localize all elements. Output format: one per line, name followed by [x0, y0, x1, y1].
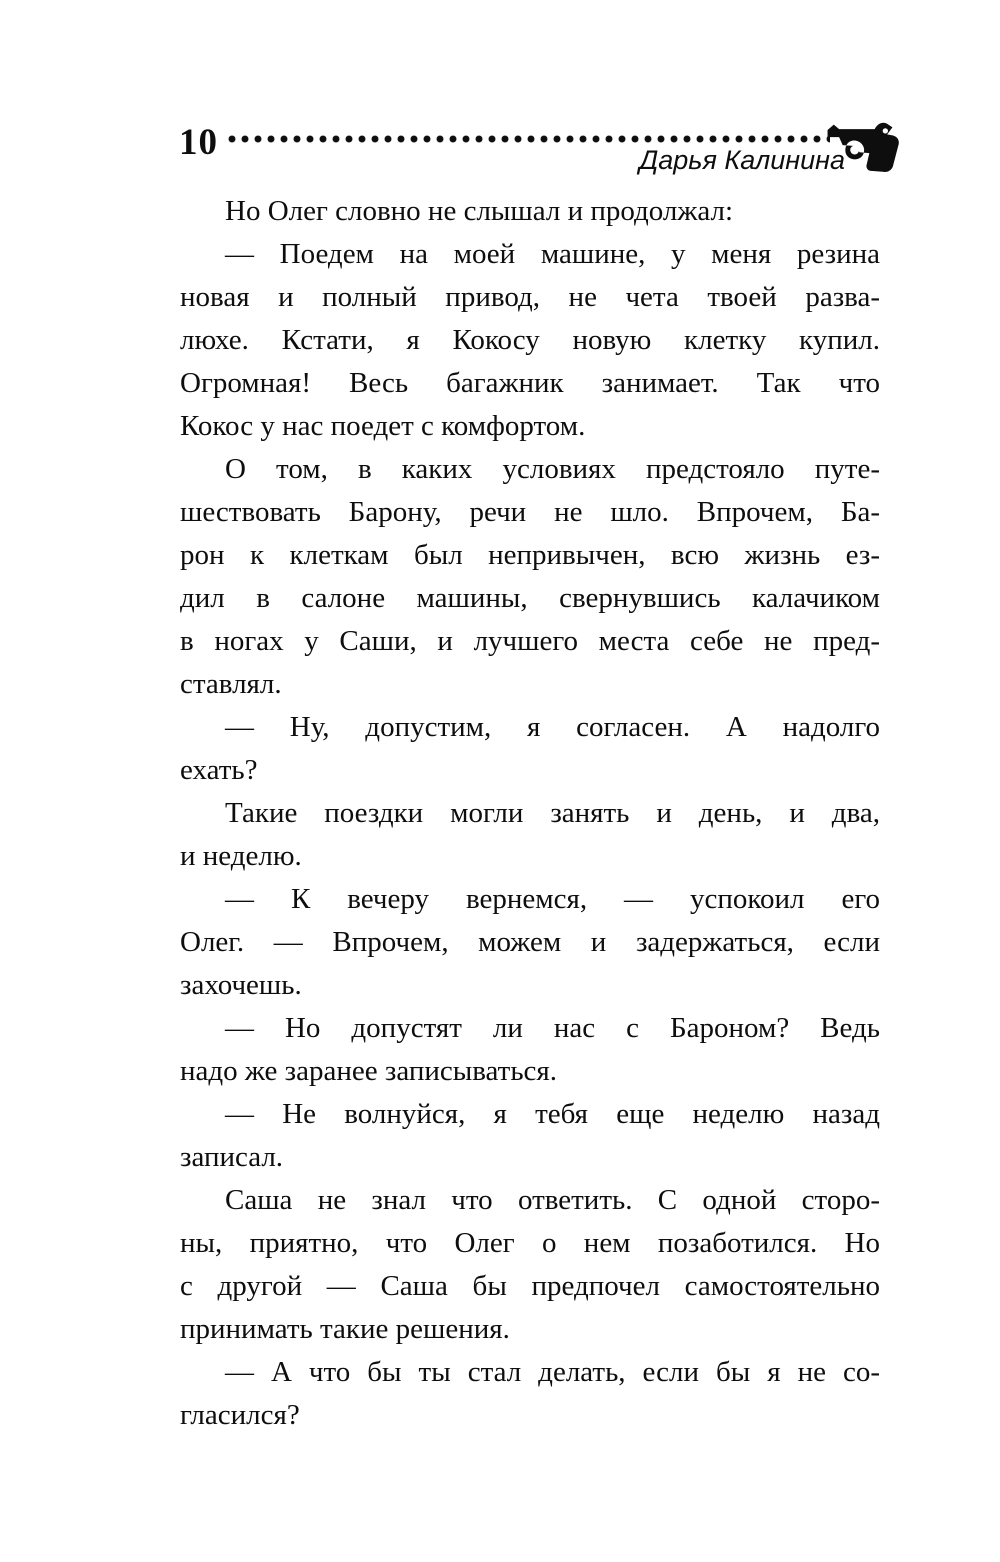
- running-head: [0, 0, 1000, 190]
- text-line: захочешь.: [180, 969, 302, 1001]
- text-line: дил в салоне машины, свернувшись калачиком: [180, 582, 880, 614]
- paragraph: [180, 448, 880, 706]
- text-line: гласился?: [180, 1399, 300, 1431]
- text-line: ставлял.: [180, 668, 282, 700]
- text-line: записал.: [180, 1141, 284, 1173]
- text-line: — А что бы ты стал делать, если бы я не со-: [225, 1356, 880, 1388]
- paragraph: [180, 1093, 880, 1179]
- paragraph: [180, 190, 880, 233]
- paragraph: [180, 792, 880, 878]
- text-line: — Но допустят ли нас с Бароном? Ведь: [225, 1012, 880, 1044]
- text-line: Саша не знал что ответить. С одной сторо-: [225, 1184, 880, 1216]
- text-line: О том, в каких условиях предстояло путе-: [225, 453, 880, 485]
- text-line: и неделю.: [180, 840, 302, 872]
- text-line: — Поедем на моей машине, у меня резина: [225, 238, 880, 270]
- paragraph: [180, 1351, 880, 1437]
- text-line: принимать такие решения.: [180, 1313, 510, 1345]
- text-line: ны, приятно, что Олег о нем позаботился. Но: [180, 1227, 880, 1259]
- text-line: ехать?: [180, 754, 258, 786]
- text-line: рон к клеткам был непривычен, всю жизнь ез-: [180, 539, 880, 571]
- text-line: в ногах у Саши, и лучшего места себе не пред-: [180, 625, 880, 657]
- text-line: новая и полный привод, не чета твоей разва-: [180, 281, 880, 313]
- page-number: 10: [179, 122, 218, 163]
- paragraph: [180, 1007, 880, 1093]
- text-line: Такие поездки могли занять и день, и два,: [225, 797, 880, 829]
- text-line: шествовать Барону, речи не шло. Впрочем, Ба-: [180, 496, 880, 528]
- dotted-rule: [228, 134, 830, 144]
- text-line: — Ну, допустим, я согласен. А надолго: [225, 711, 880, 743]
- text-line: Но Олег словно не слышал и продолжал:: [225, 195, 734, 227]
- text-line: Кокос у нас поедет с комфортом.: [180, 410, 586, 442]
- body-text: [180, 190, 880, 1437]
- text-line: с другой — Саша бы предпочел самостоятельно: [180, 1270, 880, 1302]
- paragraph: [180, 706, 880, 792]
- paragraph: [180, 878, 880, 1007]
- text-line: — Не волнуйся, я тебя еще неделю назад: [225, 1098, 880, 1130]
- text-line: Олег. — Впрочем, можем и задержаться, если: [180, 926, 880, 958]
- text-line: Огромная! Весь багажник занимает. Так что: [180, 367, 880, 399]
- paragraph: [180, 1179, 880, 1351]
- paragraph: [180, 233, 880, 448]
- running-head-author: Дарья Калинина: [639, 145, 845, 175]
- text-line: люхе. Кстати, я Кокосу новую клетку купил.: [180, 324, 880, 356]
- text-line: — К вечеру вернемся, — успокоил его: [225, 883, 880, 915]
- text-line: надо же заранее записываться.: [180, 1055, 558, 1087]
